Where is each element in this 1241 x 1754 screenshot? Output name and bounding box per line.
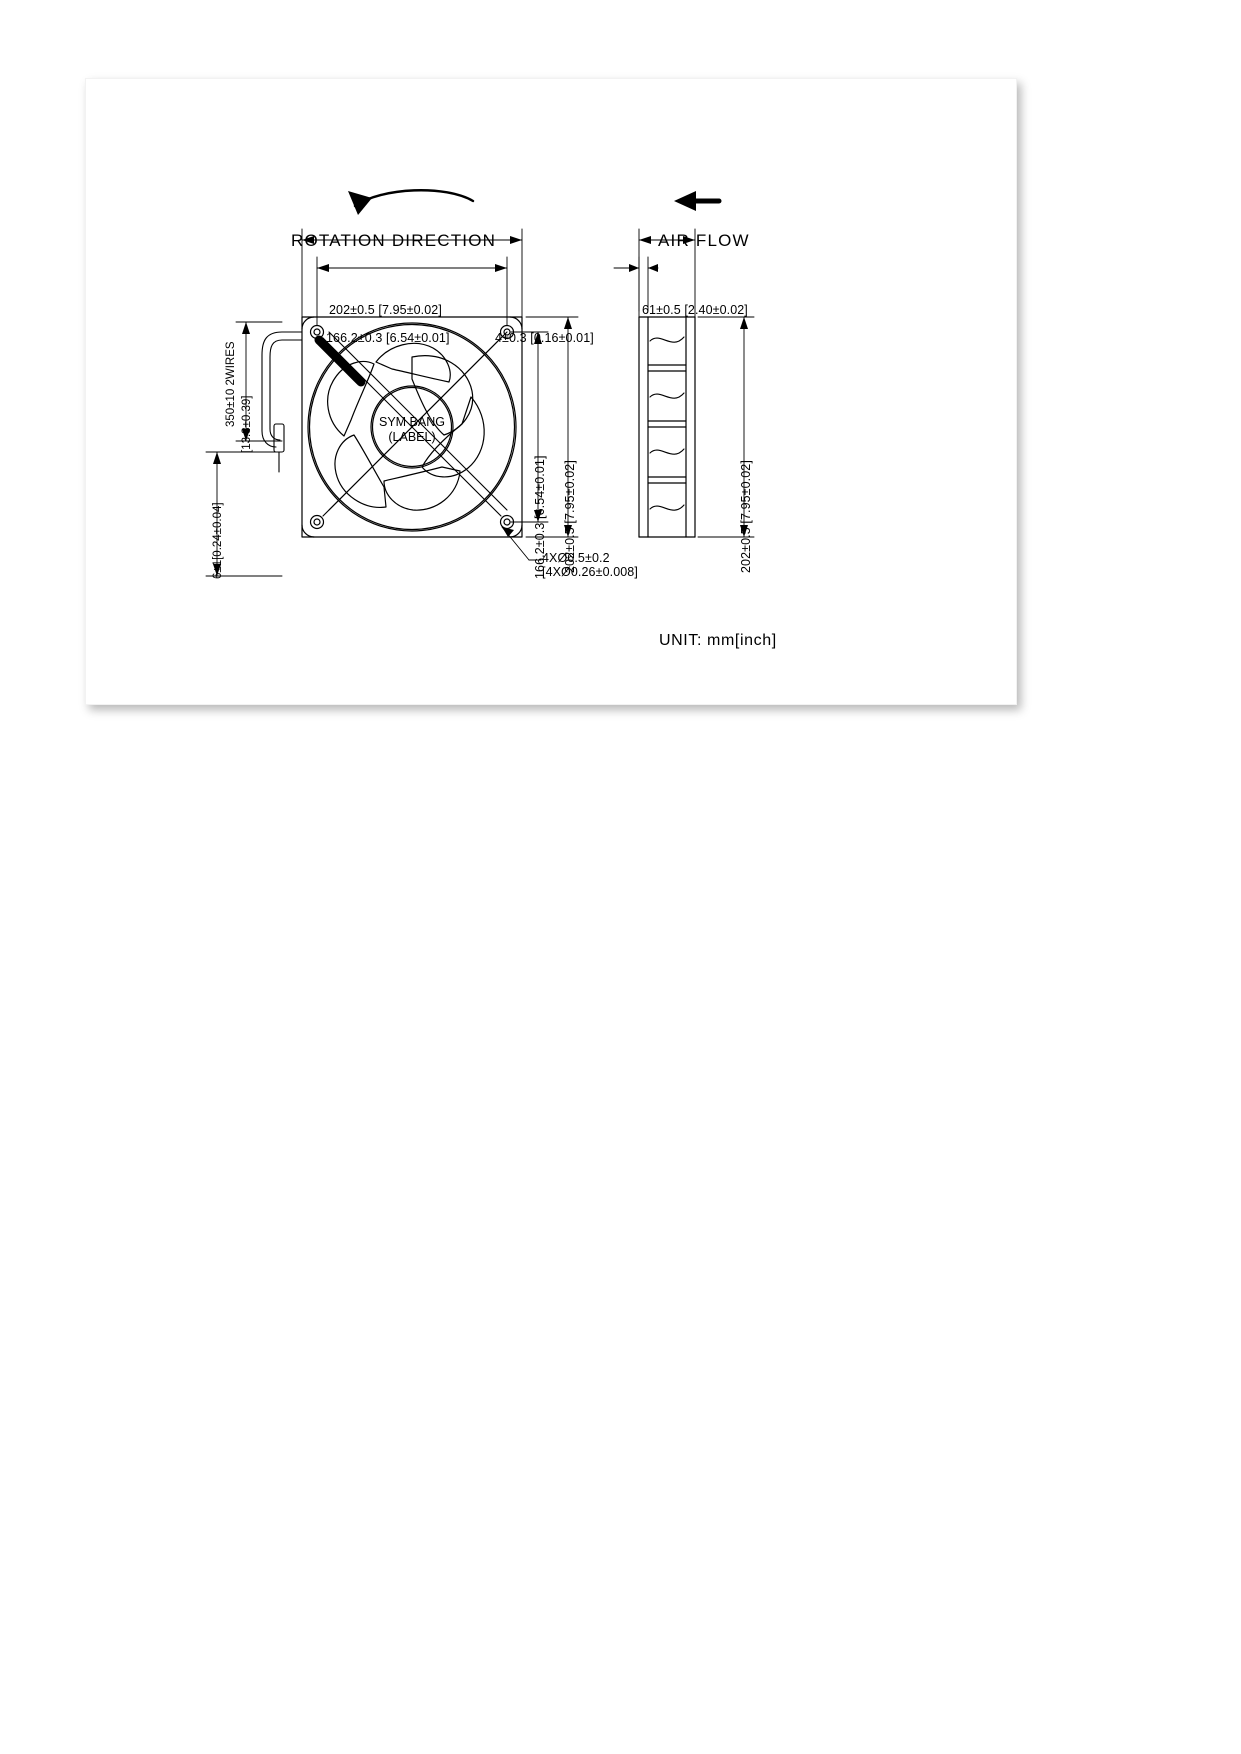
wire-lead-dim-label: 6±1[0.24±0.04]	[212, 502, 224, 579]
hole-note-line1: 4XØ6.5±0.2	[542, 551, 610, 565]
fan-label-line1: SYM BANG	[379, 415, 445, 429]
wire-note-inch-label: [13.8±0.39]	[241, 395, 253, 453]
airflow-heading: AIR FLOW	[658, 231, 750, 250]
drawing-sheet	[85, 78, 1017, 705]
wire-lead	[262, 332, 302, 472]
dim-label-front-hole-pitch-height: 166.2±0.3 [6.54±0.01]	[533, 455, 547, 579]
rotation-arrow-icon	[348, 190, 473, 215]
dim-label-front-outer-height: 202±0.5 [7.95±0.02]	[563, 460, 577, 573]
unit-note: UNIT: mm[inch]	[659, 632, 777, 649]
side-view-body	[639, 317, 695, 537]
dim-label-front-hole-pitch-width: 166.2±0.3 [6.54±0.01]	[326, 331, 450, 345]
hole-note-line2: [4XØ0.26±0.008]	[542, 565, 638, 579]
airflow-arrow-icon	[674, 191, 719, 211]
fan-label-line2: (LABEL)	[388, 430, 436, 444]
dim-label-side-frame-thickness: 4±0.3 [0.16±0.01]	[495, 331, 594, 345]
dim-label-front-outer-width: 202±0.5 [7.95±0.02]	[329, 303, 442, 317]
dim-label-side-depth: 61±0.5 [2.40±0.02]	[642, 303, 748, 317]
dim-label-side-height: 202±0.5 [7.95±0.02]	[739, 460, 753, 573]
rotation-direction-heading: ROTATION DIRECTION	[291, 231, 497, 250]
wire-note-label: 350±10 2WIRES	[225, 341, 237, 427]
